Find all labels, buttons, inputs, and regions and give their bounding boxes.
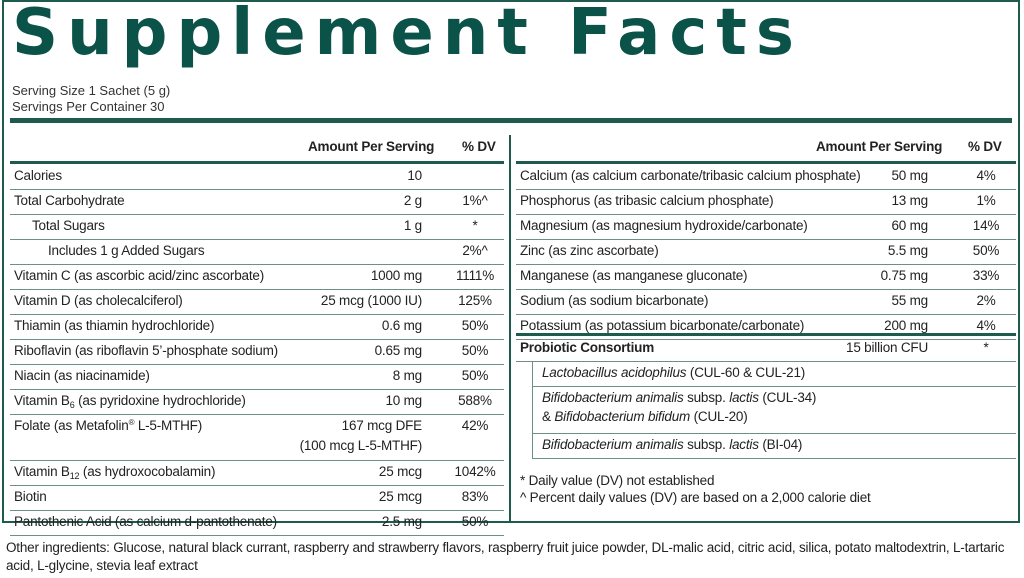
nutrient-name: Magnesium (as magnesium hydroxide/carbonate): [520, 218, 808, 233]
probiotic-dv: *: [983, 340, 989, 355]
nutrient-name: Sodium (as sodium bicarbonate): [520, 293, 709, 308]
probiotic-rule: [516, 333, 1016, 336]
nutrient-row: [10, 340, 504, 365]
nutrient-dv: 588%: [458, 393, 492, 408]
nutrient-dv: 14%: [972, 218, 1000, 233]
nutrient-row: [10, 365, 504, 390]
nutrient-amount: 2 g: [403, 193, 422, 208]
nutrient-row: [516, 240, 1016, 265]
strain-amp: &: [542, 409, 555, 424]
nutrient-amount: 60 mg: [891, 218, 928, 233]
nutrient-row: [516, 290, 1016, 315]
nutrient-name: [14, 464, 215, 481]
right-nutrient-column: [516, 123, 1016, 523]
nutrient-name: Phosphorus (as tribasic calcium phosphate): [520, 193, 774, 208]
nutrient-name: Pantothenic Acid (as calcium d-pantothenate): [14, 514, 277, 529]
nutrient-row: [10, 511, 504, 536]
nutrient-name: Manganese (as manganese gluconate): [520, 268, 748, 283]
nutrient-row: [10, 265, 504, 290]
nutrient-name: [14, 418, 202, 433]
nutrient-name: Includes 1 g Added Sugars: [48, 243, 205, 258]
nutrient-amount: 25 mcg: [378, 489, 422, 504]
nutrient-amount: 2.5 mg: [381, 514, 422, 529]
nutrient-row: [10, 190, 504, 215]
strain-subsp-name: lactis: [729, 437, 759, 452]
nutrient-name: Zinc (as zinc ascorbate): [520, 243, 659, 258]
nutrient-row: [516, 265, 1016, 290]
nutrient-name: Calories: [14, 168, 62, 183]
probiotic-amount: 15 billion CFU: [846, 340, 928, 355]
nutrient-dv: 33%: [972, 268, 1000, 283]
probiotic-name: Probiotic Consortium: [520, 340, 654, 355]
nutrient-name: Vitamin D (as cholecalciferol): [14, 293, 183, 308]
strain-code: (CUL-60 & CUL-21): [686, 365, 806, 380]
nutrient-row: [10, 486, 504, 511]
nutrient-amount: 0.65 mg: [374, 343, 422, 358]
strain-row: [532, 387, 1016, 434]
nutrient-name: Vitamin C (as ascorbic acid/zinc ascorbate): [14, 268, 265, 283]
nutrient-row: [516, 215, 1016, 240]
nutrient-name-part: Folate (as Metafolin: [14, 418, 129, 433]
page-title: Supplement Facts: [12, 0, 803, 70]
strain-code: (BI-04): [758, 437, 803, 452]
nutrient-amount: 0.75 mg: [880, 268, 928, 283]
footnote-dv-not-established: * Daily value (DV) not established: [520, 473, 715, 488]
nutrient-name-part: (as pyridoxine hydrochloride): [74, 393, 246, 408]
nutrient-name: Riboflavin (as riboflavin 5’-phosphate sodium): [14, 343, 278, 358]
nutrient-amount: 25 mcg: [378, 464, 422, 479]
nutrient-dv: 4%: [976, 318, 996, 333]
nutrient-amount: 200 mg: [884, 318, 928, 333]
servings-per-container: Servings Per Container 30: [12, 99, 165, 114]
nutrient-name-part: (as hydroxocobalamin): [79, 464, 216, 479]
probiotic-row: [516, 337, 1016, 362]
nutrient-name: Niacin (as niacinamide): [14, 368, 150, 383]
amount-header-right: Amount Per Serving: [816, 139, 943, 154]
nutrient-amount: 1000 mg: [370, 268, 422, 283]
nutrient-dv: 50%: [461, 318, 489, 333]
strain-subsp-name: lactis: [729, 390, 759, 405]
nutrient-amount: 10 mg: [385, 393, 422, 408]
nutrient-name: Total Carbohydrate: [14, 193, 125, 208]
nutrient-dv: 1042%: [454, 464, 496, 479]
nutrient-dv: *: [472, 218, 478, 233]
strain-code: (CUL-20): [690, 409, 748, 424]
nutrient-amount: 5.5 mg: [887, 243, 928, 258]
nutrient-name: Calcium (as calcium carbonate/tribasic calcium phosphate): [520, 168, 861, 183]
nutrient-dv: 50%: [461, 343, 489, 358]
nutrient-amount: 8 mg: [392, 368, 422, 383]
nutrient-dv: 2%: [976, 293, 996, 308]
nutrient-name-part: L-5-MTHF): [134, 418, 203, 433]
nutrient-amount-detail: (100 mcg L-5-MTHF): [299, 438, 422, 453]
nutrient-dv: 1111%: [455, 268, 495, 283]
nutrient-amount: 55 mg: [891, 293, 928, 308]
nutrient-name-part: Vitamin B: [14, 464, 70, 479]
supplement-facts-panel: [2, 0, 1020, 529]
left-nutrient-column: [10, 123, 504, 529]
amount-header: Amount Per Serving: [308, 139, 435, 154]
column-divider: [509, 135, 511, 521]
nutrient-row: [516, 190, 1016, 215]
nutrient-name-part: Vitamin B: [14, 393, 70, 408]
other-ingredients: Other ingredients: Glucose, natural black currant, raspberry and strawberry flavors, raspberry fruit juice powder, DL-malic acid, citric acid, silica, potato maltodextrin, L-tartaric acid, L-glycine, stevia leaf extract: [6, 540, 1005, 573]
nutrient-row: [10, 415, 504, 461]
subscript: 6: [69, 400, 75, 410]
nutrient-dv: 50%: [461, 368, 489, 383]
dv-header: % DV: [462, 139, 496, 154]
footnote-percent-dv: ^ Percent daily values (DV) are based on a 2,000 calorie diet: [520, 490, 871, 505]
nutrient-dv: 4%: [976, 168, 996, 183]
nutrient-amount: 1 g: [403, 218, 422, 233]
serving-size: Serving Size 1 Sachet (5 g): [12, 83, 171, 98]
nutrient-dv: 42%: [461, 418, 489, 433]
nutrient-amount: 50 mg: [891, 168, 928, 183]
nutrient-amount: 13 mg: [891, 193, 928, 208]
nutrient-row: [10, 165, 504, 190]
nutrient-row: [10, 240, 504, 265]
nutrient-dv: 50%: [972, 243, 1000, 258]
strain-row: [532, 362, 1016, 387]
subscript: 12: [69, 471, 80, 481]
strain-name: Bifidobacterium animalis: [542, 437, 684, 452]
nutrient-dv: 125%: [458, 293, 492, 308]
strain-subsp: subsp.: [683, 390, 730, 405]
nutrient-dv: 1%^: [462, 193, 488, 208]
nutrient-row: [10, 461, 504, 486]
dv-header-right: % DV: [968, 139, 1002, 154]
nutrient-amount: 25 mcg (1000 IU): [320, 293, 422, 308]
nutrient-name: [14, 393, 246, 410]
registered-mark: ®: [128, 418, 135, 427]
strain-name: Lactobacillus acidophilus: [542, 365, 687, 380]
left-header-rule: [10, 161, 504, 164]
nutrient-amount: 0.6 mg: [381, 318, 422, 333]
nutrient-amount: 167 mcg DFE: [341, 418, 422, 433]
nutrient-row: [10, 290, 504, 315]
nutrient-row: [10, 390, 504, 415]
strain-row: [532, 434, 1016, 459]
nutrient-dv: 1%: [976, 193, 996, 208]
nutrient-name: Potassium (as potassium bicarbonate/carbonate): [520, 318, 805, 333]
nutrient-name: Thiamin (as thiamin hydrochloride): [14, 318, 215, 333]
strain-subsp: subsp.: [683, 437, 730, 452]
strain-name: Bifidobacterium bifidum: [554, 409, 691, 424]
nutrient-dv: 83%: [461, 489, 489, 504]
nutrient-row: [516, 165, 1016, 190]
nutrient-dv: 50%: [461, 514, 489, 529]
nutrient-row: [10, 215, 504, 240]
nutrient-amount: 10: [407, 168, 422, 183]
nutrient-dv: 2%^: [462, 243, 488, 258]
right-header-rule: [516, 161, 1016, 164]
nutrient-name: Total Sugars: [32, 218, 105, 233]
strain-name: Bifidobacterium animalis: [542, 390, 684, 405]
nutrient-name: Biotin: [14, 489, 47, 504]
nutrient-row: [10, 315, 504, 340]
strain-code: (CUL-34): [758, 390, 817, 405]
